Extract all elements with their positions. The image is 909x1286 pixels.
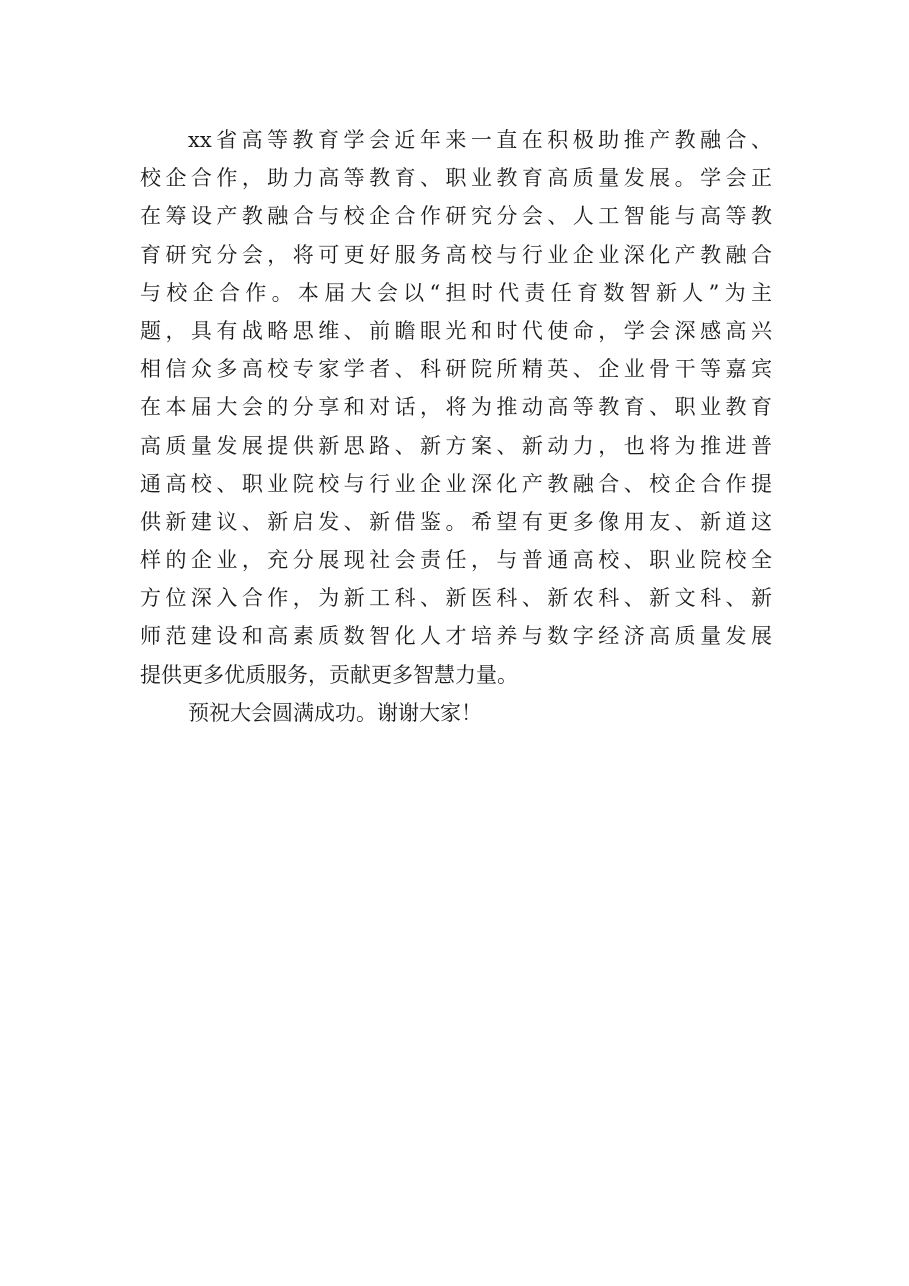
paragraph-line: 供新建议、新启发、新借鉴。希望有更多像用友、新道这 (140, 509, 772, 534)
paragraph-line: 育研究分会，将可更好服务高校与行业企业深化产教融合 (140, 242, 772, 267)
paragraph-line: 在筹设产教融合与校企合作研究分会、人工智能与高等教 (140, 204, 772, 229)
paragraph-line: 方位深入合作，为新工科、新医科、新农科、新文科、新 (140, 586, 772, 611)
paragraph-line: 样的企业，充分展现社会责任，与普通高校、职业院校全 (140, 548, 772, 573)
paragraph-line: 高质量发展提供新思路、新方案、新动力，也将为推进普 (140, 433, 772, 458)
closing-line: 预祝大会圆满成功。谢谢大家！ (188, 700, 482, 725)
paragraph-line: 在本届大会的分享和对话，将为推动高等教育、职业教育 (140, 395, 772, 420)
body-paragraph (140, 121, 772, 694)
paragraph-line: 师范建设和高素质数智化人才培养与数字经济高质量发展 (140, 624, 772, 649)
paragraph-line: 与校企合作。本届大会以“担时代责任育数智新人”为主 (140, 280, 772, 305)
paragraph-line: 通高校、职业院校与行业企业深化产教融合、校企合作提 (140, 471, 772, 496)
paragraph-line: 提供更多优质服务，贡献更多智慧力量。 (140, 662, 518, 687)
paragraph-line: 相信众多高校专家学者、科研院所精英、企业骨干等嘉宾 (140, 357, 772, 382)
document-body (140, 121, 772, 732)
paragraph-line: xx省高等教育学会近年来一直在积极助推产教融合、 (188, 128, 772, 152)
paragraph-line: 校企合作，助力高等教育、职业教育高质量发展。学会正 (140, 166, 772, 191)
paragraph-line: 题，具有战略思维、前瞻眼光和时代使命，学会深感高兴 (140, 318, 772, 343)
